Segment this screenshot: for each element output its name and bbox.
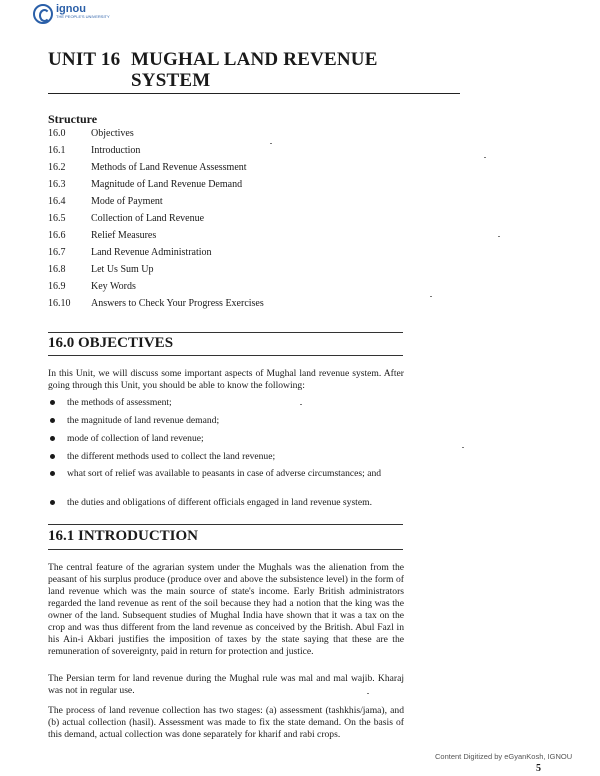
toc-label: Collection of Land Revenue bbox=[91, 213, 205, 224]
digitization-credit: Content Digitized by eGyanKosh, IGNOU bbox=[435, 752, 573, 761]
toc-number: 16.1 bbox=[48, 145, 66, 156]
bullet-icon bbox=[50, 400, 55, 405]
scan-speck bbox=[367, 693, 369, 694]
toc-number: 16.2 bbox=[48, 162, 66, 173]
scan-speck bbox=[484, 157, 486, 158]
introduction-heading-text: 16.1 INTRODUCTION bbox=[48, 528, 199, 544]
list-item-text: what sort of relief was available to peasants in case of adverse circumstances; and bbox=[67, 468, 382, 479]
toc-number: 16.5 bbox=[48, 213, 66, 224]
page-number: 5 bbox=[536, 763, 541, 774]
unit-number: UNIT 16 bbox=[48, 49, 121, 70]
toc-label: Answers to Check Your Progress Exercises bbox=[91, 298, 264, 309]
list-item-text: the magnitude of land revenue demand; bbox=[67, 415, 220, 426]
scan-speck bbox=[300, 404, 302, 405]
bullet-icon bbox=[50, 500, 55, 505]
introduction-paragraph-1: The central feature of the agrarian system under the Mughals was the alienation from the peasant of his surplus produce (produce over and above the subsistence level) in the form of land revenue which was the main source of state's income. Early British administrators regarded the land revenue as rent of the soil because they had a notion that the king was the owner of the land. Subsequent studies of Mughal India have shown that it was a tax on the crop and was thus different from the land revenue as conceived by the British. Abul Fazl in his Ain-i Akbari justifies the imposition of taxes by the state saying that these are the remuneration of sovereignty, paid in return for protection and justice. bbox=[48, 562, 404, 657]
unit-title: MUGHAL LAND REVENUE SYSTEM bbox=[131, 49, 378, 91]
section-rule-bottom bbox=[48, 355, 403, 356]
toc-label: Magnitude of Land Revenue Demand bbox=[91, 179, 243, 190]
toc-label: Objectives bbox=[91, 128, 134, 139]
toc-number: 16.6 bbox=[48, 230, 66, 241]
objectives-intro: In this Unit, we will discuss some important aspects of Mughal land revenue system. After going through this Unit, you should be able to know the following: bbox=[48, 368, 404, 391]
scan-speck bbox=[430, 296, 432, 297]
bullet-icon bbox=[50, 471, 55, 476]
bullet-icon bbox=[50, 454, 55, 459]
structure-heading: Structure bbox=[48, 112, 98, 126]
toc-number: 16.8 bbox=[48, 264, 66, 275]
toc-number: 16.10 bbox=[48, 298, 71, 309]
toc-number: 16.0 bbox=[48, 128, 66, 139]
toc-label: Key Words bbox=[91, 281, 136, 292]
objectives-heading: 16.0 OBJECTIVES bbox=[48, 335, 174, 351]
ignou-emblem-icon bbox=[33, 4, 53, 24]
toc-label: Land Revenue Administration bbox=[91, 247, 212, 258]
list-item-text: mode of collection of land revenue; bbox=[67, 433, 204, 444]
toc-label: Methods of Land Revenue Assessment bbox=[91, 162, 247, 173]
scan-speck bbox=[270, 143, 272, 144]
section-rule-top bbox=[48, 524, 403, 525]
toc-label: Let Us Sum Up bbox=[91, 264, 154, 275]
ignou-logo bbox=[33, 4, 110, 24]
section-rule-top bbox=[48, 332, 403, 333]
toc-number: 16.7 bbox=[48, 247, 66, 258]
list-item-text: the methods of assessment; bbox=[67, 397, 172, 408]
list-item-text: the duties and obligations of different officials engaged in land revenue system. bbox=[67, 497, 372, 508]
toc-number: 16.3 bbox=[48, 179, 66, 190]
title-rule bbox=[48, 93, 460, 94]
toc-label: Relief Measures bbox=[91, 230, 157, 241]
toc-label: Introduction bbox=[91, 145, 141, 156]
toc-label: Mode of Payment bbox=[91, 196, 163, 207]
bullet-icon bbox=[50, 418, 55, 423]
introduction-paragraph-3: The process of land revenue collection has two stages: (a) assessment (tashkhis/jama), and (b) actual collection (hasil). Assessment was made to fix the state demand. On the basis of this demand, actual collection was done separately for kharif and rabi crops. bbox=[48, 705, 404, 740]
introduction-paragraph-2: The Persian term for land revenue during the Mughal rule was mal and mal wajib. Kharaj was not in regular use. bbox=[48, 673, 404, 696]
bullet-icon bbox=[50, 436, 55, 441]
toc-number: 16.4 bbox=[48, 196, 66, 207]
scan-speck bbox=[498, 236, 500, 237]
scan-speck bbox=[462, 447, 464, 448]
toc-number: 16.9 bbox=[48, 281, 66, 292]
logo-subtitle: THE PEOPLE'S UNIVERSITY bbox=[56, 14, 110, 19]
list-item-text: the different methods used to collect the land revenue; bbox=[67, 451, 276, 462]
logo-title: ignou bbox=[56, 3, 86, 15]
section-rule-bottom bbox=[48, 549, 403, 550]
introduction-heading bbox=[48, 528, 198, 545]
